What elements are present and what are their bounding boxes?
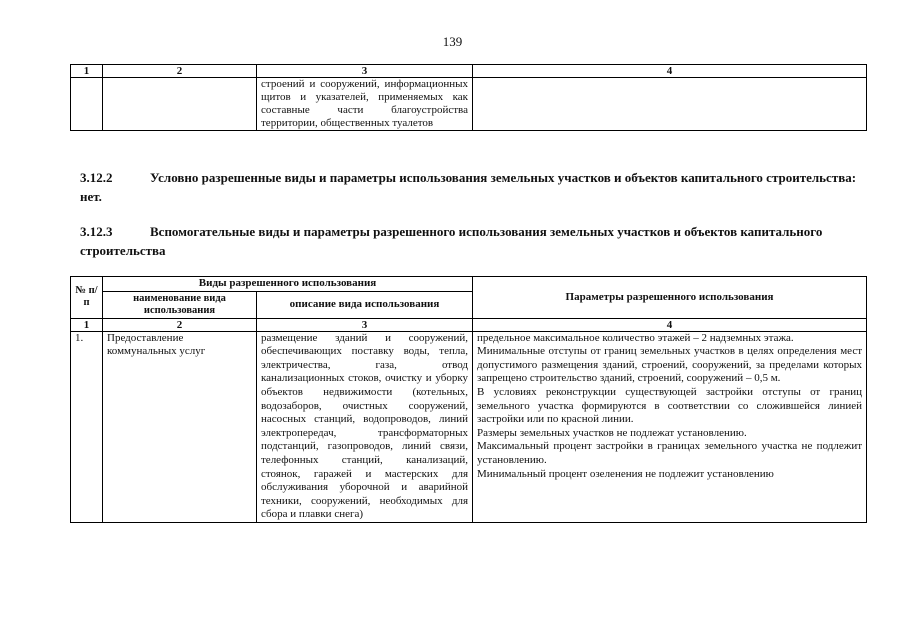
section-heading-3-12-3 <box>80 222 870 260</box>
section-title: Вспомогательные виды и параметры разрешенного использования земельных участков и объектов капитального строительства <box>80 224 823 258</box>
parameter-line: Размеры земельных участков не подлежат установлению. <box>477 426 747 439</box>
table-row <box>71 331 867 522</box>
column-number: 2 <box>103 65 257 78</box>
section-number: 3.12.3 <box>80 224 113 239</box>
parameter-line: Минимальный процент озеленения не подлежит установлению <box>477 467 774 480</box>
cell-num <box>71 78 103 131</box>
column-number: 3 <box>257 318 473 331</box>
cell-name: Предоставление коммунальных услуг <box>103 331 257 522</box>
header-parameters: Параметры разрешенного использования <box>473 277 867 319</box>
column-number: 1 <box>71 318 103 331</box>
column-number: 4 <box>473 65 867 78</box>
column-number-row <box>71 318 867 331</box>
cell-num: 1. <box>71 331 103 522</box>
cell-description: размещение зданий и сооружений, обеспечивающих поставку воды, тепла, электричества, газа, отвод канализационных стоков, очистку и уборку объектов недвижимости (котельных, водозаборов, очистных сооружений, насосных станций, водопроводов, линий электропередач, трансформаторных подстанций, газопроводов, линий связи, телефонных станций, канализаций, стоянок, гаражей и мастерских для обслуживания уборочной и аварийной техники, сооружений, необходимых для сбора и плавки снега) <box>257 331 473 522</box>
header-name: наименование вида использования <box>103 291 257 318</box>
continued-table <box>70 64 867 131</box>
parameter-line: В условиях реконструкции существующей застройки отступы от границ земельного участка формируются в соответствии со сложившейся линией застройки или по красной линии. <box>477 385 863 426</box>
parameter-line: Минимальные отступы от границ земельных участков в целях определения мест допустимого размещения зданий, строений, сооружений, за пределами которых запрещено строительство зданий, строений, сооружений – 0,5 м. <box>477 345 863 385</box>
column-number: 4 <box>473 318 867 331</box>
parameter-line: предельное максимальное количество этажей – 2 надземных этажа. <box>477 331 794 344</box>
header-num: № п/п <box>71 277 103 319</box>
table-row <box>71 78 867 131</box>
section-number: 3.12.2 <box>80 170 113 185</box>
table-header-row <box>71 277 867 292</box>
page-number: 139 <box>442 34 463 49</box>
section-heading-3-12-2 <box>80 168 870 206</box>
cell-name <box>103 78 257 131</box>
cell-description: строений и сооружений, информационных щитов и указателей, применяемых как составные части благоустройства территории, общественных туалетов <box>257 78 473 131</box>
cell-parameters <box>473 78 867 131</box>
column-number: 1 <box>71 65 103 78</box>
header-description: описание вида использования <box>257 291 473 318</box>
cell-parameters <box>473 331 867 522</box>
header-types-group: Виды разрешенного использования <box>103 277 473 292</box>
section-title: Условно разрешенные виды и параметры использования земельных участков и объектов капитального строительства: нет. <box>80 170 857 204</box>
column-number-row <box>71 65 867 78</box>
permitted-use-table <box>70 276 867 523</box>
parameter-line: Максимальный процент застройки в границах земельного участка не подлежит установлению. <box>477 440 863 466</box>
column-number: 2 <box>103 318 257 331</box>
column-number: 3 <box>257 65 473 78</box>
